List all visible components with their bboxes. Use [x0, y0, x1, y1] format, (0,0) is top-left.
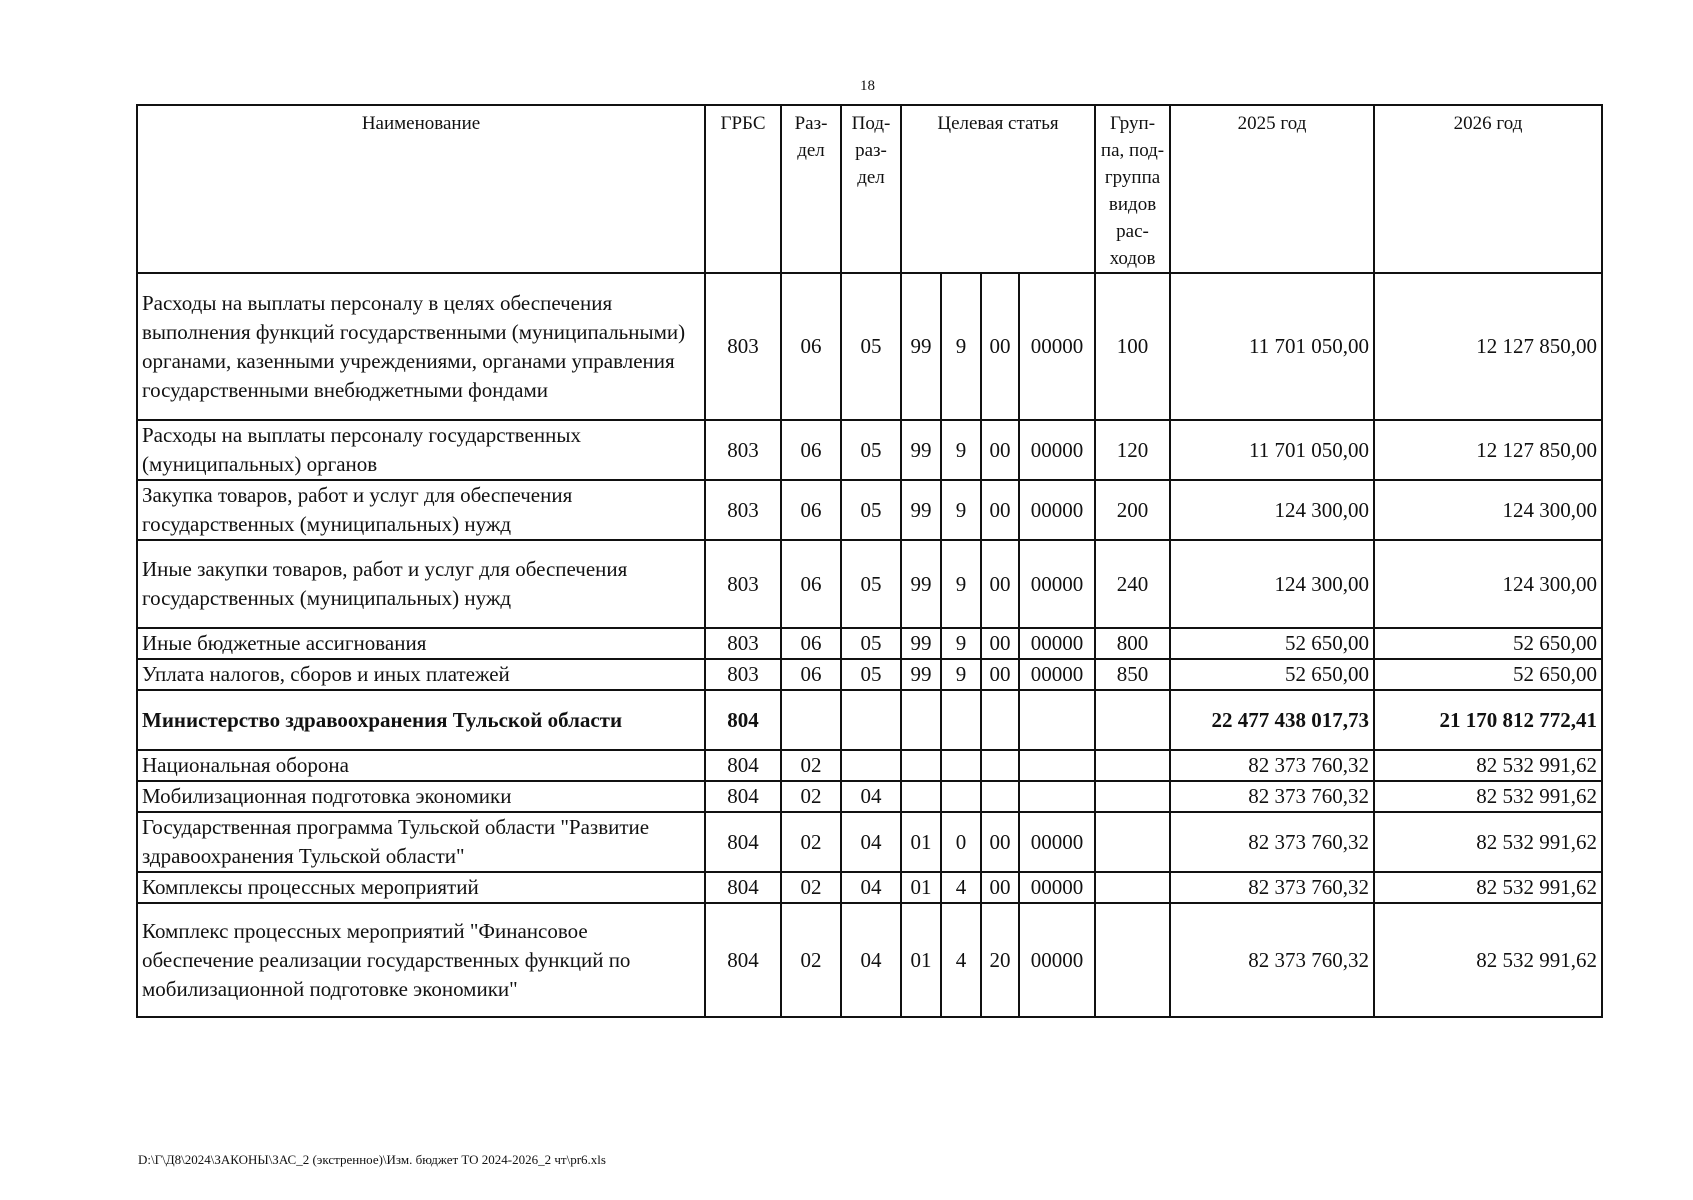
row-target-program-cell: 99 [901, 540, 941, 628]
row-amount-2025-cell: 52 650,00 [1170, 659, 1374, 690]
row-target-subprogram-cell: 0 [941, 812, 981, 872]
row-grbs-cell: 803 [705, 628, 781, 659]
table-row [137, 903, 1602, 1017]
row-amount-2026-cell: 124 300,00 [1374, 540, 1602, 628]
row-target-program-cell: 99 [901, 420, 941, 480]
row-expense-group-cell: 240 [1095, 540, 1170, 628]
header-podrazdel: Под- раз- дел [841, 105, 901, 273]
row-target-program-cell [901, 750, 941, 781]
row-expense-group-cell [1095, 903, 1170, 1017]
row-target-program-cell: 99 [901, 628, 941, 659]
row-grbs-cell: 804 [705, 750, 781, 781]
row-razdel-cell: 02 [781, 812, 841, 872]
row-name-cell: Комплекс процессных мероприятий "Финансовое обеспечение реализации государственных функций по мобилизационной подготовке экономики" [137, 903, 705, 1017]
row-amount-2026-cell: 82 532 991,62 [1374, 781, 1602, 812]
row-target-direction-cell: 00 [981, 480, 1019, 540]
row-podrazdel-cell: 05 [841, 628, 901, 659]
row-target-program-cell [901, 690, 941, 750]
row-expense-group-cell [1095, 812, 1170, 872]
row-target-direction-cell: 00 [981, 420, 1019, 480]
row-target-direction-cell: 00 [981, 273, 1019, 420]
header-razdel: Раз- дел [781, 105, 841, 273]
row-grbs-cell: 803 [705, 420, 781, 480]
table-row [137, 659, 1602, 690]
row-target-subprogram-cell [941, 690, 981, 750]
row-target-program-cell: 99 [901, 273, 941, 420]
row-amount-2025-cell: 82 373 760,32 [1170, 781, 1374, 812]
row-podrazdel-cell [841, 690, 901, 750]
page-number: 18 [860, 78, 875, 94]
row-podrazdel-cell: 04 [841, 872, 901, 903]
table-row [137, 273, 1602, 420]
row-expense-group-cell [1095, 872, 1170, 903]
row-target-subprogram-cell [941, 781, 981, 812]
row-target-subprogram-cell: 9 [941, 659, 981, 690]
row-target-direction-cell: 00 [981, 872, 1019, 903]
row-razdel-cell: 06 [781, 628, 841, 659]
row-target-program-cell: 01 [901, 903, 941, 1017]
row-podrazdel-cell: 05 [841, 273, 901, 420]
row-amount-2025-cell: 124 300,00 [1170, 480, 1374, 540]
row-podrazdel-cell [841, 750, 901, 781]
row-grbs-cell: 804 [705, 872, 781, 903]
row-target-subprogram-cell [941, 750, 981, 781]
row-expense-group-cell: 800 [1095, 628, 1170, 659]
table-row [137, 480, 1602, 540]
row-razdel-cell [781, 690, 841, 750]
row-razdel-cell: 02 [781, 872, 841, 903]
row-podrazdel-cell: 04 [841, 781, 901, 812]
row-amount-2026-cell: 124 300,00 [1374, 480, 1602, 540]
row-amount-2025-cell: 22 477 438 017,73 [1170, 690, 1374, 750]
row-grbs-cell: 803 [705, 480, 781, 540]
header-2025: 2025 год [1170, 105, 1374, 273]
row-amount-2025-cell: 82 373 760,32 [1170, 903, 1374, 1017]
row-razdel-cell: 02 [781, 750, 841, 781]
header-grbs: ГРБС [705, 105, 781, 273]
row-target-direction-cell [981, 781, 1019, 812]
row-target-code-cell: 00000 [1019, 872, 1095, 903]
row-razdel-cell: 06 [781, 659, 841, 690]
row-amount-2025-cell: 52 650,00 [1170, 628, 1374, 659]
row-name-cell: Иные бюджетные ассигнования [137, 628, 705, 659]
row-target-direction-cell: 00 [981, 628, 1019, 659]
row-target-direction-cell: 00 [981, 812, 1019, 872]
row-target-code-cell: 00000 [1019, 628, 1095, 659]
row-name-cell: Государственная программа Тульской области "Развитие здравоохранения Тульской области" [137, 812, 705, 872]
row-expense-group-cell: 120 [1095, 420, 1170, 480]
budget-table [136, 104, 1603, 1018]
row-target-code-cell: 00000 [1019, 273, 1095, 420]
row-razdel-cell: 06 [781, 273, 841, 420]
row-amount-2025-cell: 124 300,00 [1170, 540, 1374, 628]
row-target-program-cell: 01 [901, 812, 941, 872]
row-target-code-cell [1019, 690, 1095, 750]
row-target-subprogram-cell: 9 [941, 273, 981, 420]
row-razdel-cell: 06 [781, 540, 841, 628]
row-target-direction-cell: 20 [981, 903, 1019, 1017]
row-expense-group-cell [1095, 781, 1170, 812]
table-row [137, 750, 1602, 781]
row-target-code-cell: 00000 [1019, 540, 1095, 628]
row-podrazdel-cell: 04 [841, 812, 901, 872]
row-expense-group-cell: 100 [1095, 273, 1170, 420]
row-amount-2026-cell: 52 650,00 [1374, 628, 1602, 659]
table-row [137, 781, 1602, 812]
row-target-code-cell [1019, 750, 1095, 781]
table-row [137, 628, 1602, 659]
row-target-subprogram-cell: 9 [941, 628, 981, 659]
header-row [137, 105, 1602, 273]
header-2026: 2026 год [1374, 105, 1602, 273]
row-grbs-cell: 804 [705, 690, 781, 750]
row-target-code-cell: 00000 [1019, 903, 1095, 1017]
row-expense-group-cell: 200 [1095, 480, 1170, 540]
row-name-cell: Расходы на выплаты персоналу государственных (муниципальных) органов [137, 420, 705, 480]
row-name-cell: Закупка товаров, работ и услуг для обеспечения государственных (муниципальных) нужд [137, 480, 705, 540]
header-name: Наименование [137, 105, 705, 273]
row-razdel-cell: 06 [781, 420, 841, 480]
file-path-footer: D:\Г\Д8\2024\ЗАКОНЫ\ЗАС_2 (экстренное)\Изм. бюджет ТО 2024-2026_2 чт\pr6.xls [138, 1152, 606, 1167]
row-target-direction-cell: 00 [981, 659, 1019, 690]
row-grbs-cell: 803 [705, 273, 781, 420]
row-name-cell: Министерство здравоохранения Тульской области [137, 690, 705, 750]
row-amount-2025-cell: 82 373 760,32 [1170, 872, 1374, 903]
row-name-cell: Расходы на выплаты персоналу в целях обеспечения выполнения функций государственными (муниципальными) органами, казенными учреждениями, органами управления государственными внебюджетными фондами [137, 273, 705, 420]
row-target-program-cell: 99 [901, 659, 941, 690]
row-expense-group-cell [1095, 690, 1170, 750]
row-target-program-cell [901, 781, 941, 812]
row-podrazdel-cell: 05 [841, 540, 901, 628]
row-name-cell: Национальная оборона [137, 750, 705, 781]
row-name-cell: Иные закупки товаров, работ и услуг для обеспечения государственных (муниципальных) нужд [137, 540, 705, 628]
table-row [137, 540, 1602, 628]
row-target-code-cell: 00000 [1019, 420, 1095, 480]
header-target-article: Целевая статья [901, 105, 1095, 273]
row-amount-2026-cell: 82 532 991,62 [1374, 812, 1602, 872]
row-amount-2025-cell: 82 373 760,32 [1170, 812, 1374, 872]
row-name-cell: Мобилизационная подготовка экономики [137, 781, 705, 812]
row-target-code-cell: 00000 [1019, 480, 1095, 540]
row-grbs-cell: 804 [705, 903, 781, 1017]
table-row [137, 690, 1602, 750]
row-target-subprogram-cell: 4 [941, 903, 981, 1017]
row-expense-group-cell: 850 [1095, 659, 1170, 690]
row-amount-2026-cell: 82 532 991,62 [1374, 750, 1602, 781]
row-amount-2026-cell: 52 650,00 [1374, 659, 1602, 690]
header-expense-group: Груп- па, под- группа видов рас- ходов [1095, 105, 1170, 273]
row-target-subprogram-cell: 9 [941, 480, 981, 540]
row-target-subprogram-cell: 9 [941, 540, 981, 628]
row-amount-2026-cell: 12 127 850,00 [1374, 273, 1602, 420]
table-row [137, 420, 1602, 480]
row-razdel-cell: 02 [781, 781, 841, 812]
table-row [137, 872, 1602, 903]
row-grbs-cell: 803 [705, 659, 781, 690]
row-target-program-cell: 01 [901, 872, 941, 903]
row-target-direction-cell [981, 690, 1019, 750]
row-podrazdel-cell: 05 [841, 420, 901, 480]
row-amount-2026-cell: 12 127 850,00 [1374, 420, 1602, 480]
row-razdel-cell: 02 [781, 903, 841, 1017]
row-razdel-cell: 06 [781, 480, 841, 540]
row-target-direction-cell [981, 750, 1019, 781]
row-target-subprogram-cell: 9 [941, 420, 981, 480]
row-podrazdel-cell: 05 [841, 659, 901, 690]
row-grbs-cell: 803 [705, 540, 781, 628]
row-amount-2026-cell: 82 532 991,62 [1374, 903, 1602, 1017]
row-podrazdel-cell: 04 [841, 903, 901, 1017]
row-target-direction-cell: 00 [981, 540, 1019, 628]
row-amount-2025-cell: 82 373 760,32 [1170, 750, 1374, 781]
row-amount-2025-cell: 11 701 050,00 [1170, 420, 1374, 480]
row-name-cell: Уплата налогов, сборов и иных платежей [137, 659, 705, 690]
row-amount-2025-cell: 11 701 050,00 [1170, 273, 1374, 420]
row-grbs-cell: 804 [705, 781, 781, 812]
row-amount-2026-cell: 82 532 991,62 [1374, 872, 1602, 903]
row-target-code-cell [1019, 781, 1095, 812]
row-target-program-cell: 99 [901, 480, 941, 540]
table-row [137, 812, 1602, 872]
row-expense-group-cell [1095, 750, 1170, 781]
row-name-cell: Комплексы процессных мероприятий [137, 872, 705, 903]
row-target-subprogram-cell: 4 [941, 872, 981, 903]
row-amount-2026-cell: 21 170 812 772,41 [1374, 690, 1602, 750]
row-target-code-cell: 00000 [1019, 659, 1095, 690]
row-podrazdel-cell: 05 [841, 480, 901, 540]
row-target-code-cell: 00000 [1019, 812, 1095, 872]
row-grbs-cell: 804 [705, 812, 781, 872]
